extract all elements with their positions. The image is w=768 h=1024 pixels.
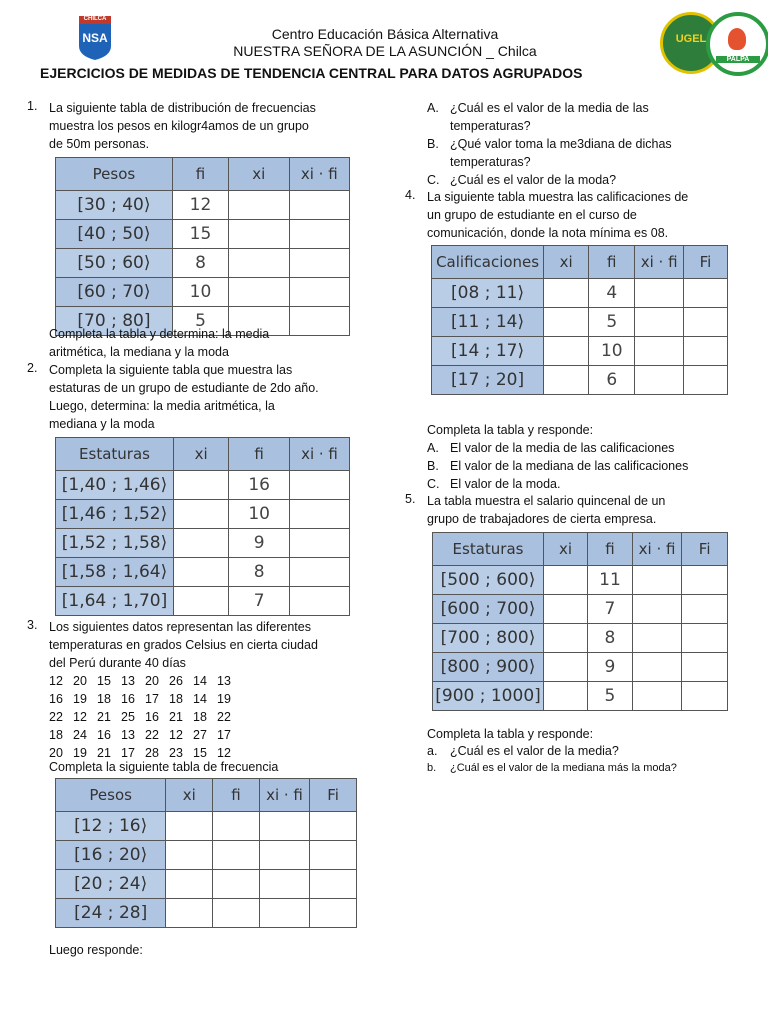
exercise-3-line: del Perú durante 40 días: [49, 656, 186, 670]
table-row: [432, 366, 728, 395]
interval-cell: [70 ; 80]: [56, 307, 173, 336]
col-header: Estaturas: [433, 533, 544, 566]
table-row: [56, 471, 350, 500]
frequency-cell: 5: [589, 308, 635, 337]
exercise-5-number: 5.: [405, 492, 416, 506]
data-value: 16: [97, 728, 111, 742]
table-row: [433, 624, 728, 653]
question-label: B.: [427, 459, 439, 473]
exercise-5-after: Completa la tabla y responde:: [427, 727, 594, 741]
question-label: b.: [427, 762, 437, 774]
empty-cell[interactable]: [683, 337, 727, 366]
empty-cell[interactable]: [632, 624, 681, 653]
col-header: Pesos: [56, 779, 166, 812]
data-value: 15: [193, 746, 207, 760]
empty-cell[interactable]: [259, 870, 310, 899]
question-label: C.: [427, 173, 440, 187]
col-header: fi: [172, 158, 228, 191]
torch-icon: [728, 28, 746, 50]
empty-cell[interactable]: [213, 899, 260, 928]
exercise-2-line: Completa la siguiente tabla que muestra las: [49, 363, 293, 377]
table-row: [56, 899, 357, 928]
exercise-4-after: Completa la tabla y responde:: [427, 423, 594, 437]
frequency-cell: 10: [172, 278, 228, 307]
empty-cell[interactable]: [166, 812, 213, 841]
interval-cell: [08 ; 11⟩: [432, 279, 544, 308]
empty-cell[interactable]: [229, 278, 289, 307]
table-header-row: [56, 438, 350, 471]
empty-cell[interactable]: [174, 529, 229, 558]
exercise-1-table: [55, 157, 350, 336]
data-value: 20: [145, 674, 159, 688]
col-header: fi: [588, 533, 633, 566]
data-value: 12: [49, 674, 63, 688]
table-row: [433, 595, 728, 624]
interval-cell: [24 ; 28]: [56, 899, 166, 928]
empty-cell[interactable]: [310, 899, 357, 928]
question-text: El valor de la mediana de las calificaciones: [450, 459, 689, 473]
empty-cell[interactable]: [289, 191, 349, 220]
question-text: ¿Cuál es el valor de la media?: [450, 744, 619, 758]
exercise-4-table: [431, 245, 728, 395]
exercise-5-line: grupo de trabajadores de cierta empresa.: [427, 512, 657, 526]
frequency-cell: 8: [229, 558, 290, 587]
palpa-seal-text: PALPA: [716, 56, 760, 63]
exercise-1-instructions: [49, 325, 269, 361]
empty-cell[interactable]: [289, 220, 349, 249]
interval-cell: [1,52 ; 1,58⟩: [56, 529, 174, 558]
question-label: A.: [427, 441, 439, 455]
interval-cell: [20 ; 24⟩: [56, 870, 166, 899]
empty-cell[interactable]: [310, 841, 357, 870]
empty-cell[interactable]: [174, 587, 229, 616]
frequency-cell: 11: [588, 566, 633, 595]
interval-cell: [12 ; 16⟩: [56, 812, 166, 841]
frequency-cell: 9: [229, 529, 290, 558]
data-value: 19: [73, 746, 87, 760]
interval-cell: [1,58 ; 1,64⟩: [56, 558, 174, 587]
exercise-4-number: 4.: [405, 188, 416, 202]
nsa-logo-text: NSA: [82, 31, 108, 45]
table-row: [56, 191, 350, 220]
table-header-row: [56, 779, 357, 812]
empty-cell[interactable]: [682, 682, 728, 711]
empty-cell[interactable]: [174, 471, 229, 500]
data-value: 19: [217, 692, 231, 706]
exercise-4-line: comunicación, donde la nota mínima es 08.: [427, 226, 669, 240]
exercise-2-number: 2.: [27, 361, 38, 375]
nsa-logo-top-text: CHILCA: [83, 16, 107, 22]
data-value: 28: [145, 746, 159, 760]
col-header: Estaturas: [56, 438, 174, 471]
empty-cell[interactable]: [166, 841, 213, 870]
empty-cell[interactable]: [683, 308, 727, 337]
exercise-1-line: de 50m personas.: [49, 137, 150, 151]
question-text: ¿Cuál es el valor de la moda?: [450, 173, 617, 187]
data-value: 18: [97, 692, 111, 706]
question-text: El valor de la moda.: [450, 477, 561, 491]
col-header: xi · fi: [635, 246, 684, 279]
question-text: ¿Cuál es el valor de la mediana más la moda?: [450, 762, 677, 774]
exercise-4-line: La siguiente tabla muestra las calificaciones de: [427, 190, 689, 204]
palpa-seal-logo: [706, 12, 768, 76]
interval-cell: [50 ; 60⟩: [56, 249, 173, 278]
col-header: xi · fi: [289, 438, 349, 471]
interval-cell: [1,46 ; 1,52⟩: [56, 500, 174, 529]
data-row: [49, 690, 241, 708]
empty-cell[interactable]: [632, 566, 681, 595]
exercise-2-table: [55, 437, 350, 616]
col-header: fi: [229, 438, 290, 471]
interval-cell: [500 ; 600⟩: [433, 566, 544, 595]
empty-cell[interactable]: [310, 812, 357, 841]
exercise-2-line: estaturas de un grupo de estudiante de 2do año.: [49, 381, 319, 395]
data-value: 19: [73, 692, 87, 706]
col-header: Fi: [310, 779, 357, 812]
col-header: xi: [544, 533, 588, 566]
exercise-5-statement: [427, 492, 665, 528]
interval-cell: [1,40 ; 1,46⟩: [56, 471, 174, 500]
empty-cell[interactable]: [289, 278, 349, 307]
empty-cell[interactable]: [635, 366, 684, 395]
data-row: [49, 708, 241, 726]
page-title: EJERCICIOS DE MEDIDAS DE TENDENCIA CENTRAL PARA DATOS AGRUPADOS: [40, 65, 583, 81]
question-label: A.: [427, 101, 439, 115]
exercise-5-line: La tabla muestra el salario quincenal de un: [427, 494, 666, 508]
interval-cell: [800 ; 900⟩: [433, 653, 544, 682]
exercise-3-table-intro: Completa la siguiente tabla de frecuencia: [49, 760, 279, 774]
exercise-3-table: [55, 778, 357, 928]
data-value: 13: [217, 674, 231, 688]
exercise-3-number: 3.: [27, 618, 38, 632]
data-value: 20: [49, 746, 63, 760]
empty-cell[interactable]: [289, 587, 349, 616]
exercise-2-line: Luego, determina: la media aritmética, la: [49, 399, 275, 413]
col-header: xi · fi: [289, 158, 349, 191]
col-header: Fi: [683, 246, 727, 279]
frequency-cell: 5: [172, 307, 228, 336]
empty-cell[interactable]: [259, 899, 310, 928]
question-line: ¿Qué valor toma la me3diana de dichas: [450, 137, 672, 151]
data-value: 22: [217, 710, 231, 724]
school-type: Centro Educación Básica Alternativa: [271, 26, 499, 42]
interval-cell: [600 ; 700⟩: [433, 595, 544, 624]
interval-cell: [16 ; 20⟩: [56, 841, 166, 870]
table-row: [432, 279, 728, 308]
question-text: El valor de la media de las calificaciones: [450, 441, 675, 455]
question-line: temperaturas?: [450, 155, 531, 169]
interval-cell: [1,64 ; 1,70]: [56, 587, 174, 616]
empty-cell[interactable]: [289, 307, 349, 336]
empty-cell[interactable]: [289, 558, 349, 587]
exercise-3-line: Los siguientes datos representan las diferentes: [49, 620, 311, 634]
frequency-cell: 7: [588, 595, 633, 624]
empty-cell[interactable]: [544, 366, 589, 395]
col-header: fi: [213, 779, 260, 812]
data-value: 26: [169, 674, 183, 688]
data-value: 21: [97, 710, 111, 724]
empty-cell[interactable]: [229, 191, 289, 220]
ugel-seal-text: UGEL: [675, 33, 707, 45]
interval-cell: [700 ; 800⟩: [433, 624, 544, 653]
data-value: 12: [73, 710, 87, 724]
table-header-row: [432, 246, 728, 279]
empty-cell[interactable]: [635, 279, 684, 308]
question-line: temperaturas?: [450, 119, 531, 133]
empty-cell[interactable]: [174, 500, 229, 529]
frequency-cell: 10: [229, 500, 290, 529]
data-value: 24: [73, 728, 87, 742]
exercise-1-after-line: aritmética, la mediana y la moda: [49, 345, 229, 359]
table-row: [56, 278, 350, 307]
data-value: 22: [145, 728, 159, 742]
frequency-cell: 4: [589, 279, 635, 308]
question-label: C.: [427, 477, 440, 491]
question-text: [450, 99, 649, 135]
interval-cell: [17 ; 20]: [432, 366, 544, 395]
col-header: xi: [544, 246, 589, 279]
col-header: xi · fi: [632, 533, 681, 566]
table-header-row: [56, 158, 350, 191]
interval-cell: [14 ; 17⟩: [432, 337, 544, 366]
empty-cell[interactable]: [544, 337, 589, 366]
col-header: fi: [589, 246, 635, 279]
data-value: 21: [97, 746, 111, 760]
exercise-5-table: [432, 532, 728, 711]
empty-cell[interactable]: [166, 870, 213, 899]
data-value: 17: [145, 692, 159, 706]
data-value: 18: [169, 692, 183, 706]
empty-cell[interactable]: [682, 653, 728, 682]
col-header: xi: [166, 779, 213, 812]
empty-cell[interactable]: [289, 249, 349, 278]
empty-cell[interactable]: [544, 279, 589, 308]
table-row: [56, 812, 357, 841]
exercise-1-line: La siguiente tabla de distribución de frecuencias: [49, 101, 316, 115]
col-header: xi: [229, 158, 289, 191]
question-label: B.: [427, 137, 439, 151]
empty-cell[interactable]: [683, 279, 727, 308]
data-value: 14: [193, 674, 207, 688]
table-row: [432, 337, 728, 366]
exercise-3-line: temperaturas en grados Celsius en cierta ciudad: [49, 638, 318, 652]
table-row: [56, 529, 350, 558]
frequency-cell: 12: [172, 191, 228, 220]
table-row: [56, 870, 357, 899]
empty-cell[interactable]: [682, 624, 728, 653]
data-value: 13: [121, 728, 135, 742]
exercise-3-after: Luego responde:: [49, 943, 143, 957]
temperature-data: [49, 672, 241, 762]
data-value: 18: [49, 728, 63, 742]
exercise-4-statement: [427, 188, 688, 242]
table-row: [433, 566, 728, 595]
col-header: xi · fi: [259, 779, 310, 812]
empty-cell[interactable]: [289, 500, 349, 529]
exercise-1-line: muestra los pesos en kilogr4amos de un grupo: [49, 119, 309, 133]
empty-cell[interactable]: [213, 841, 260, 870]
empty-cell[interactable]: [544, 682, 588, 711]
exercise-4-line: un grupo de estudiante en el curso de: [427, 208, 637, 222]
data-value: 16: [145, 710, 159, 724]
school-name: NUESTRA SEÑORA DE LA ASUNCIÓN _ Chilca: [233, 43, 537, 59]
table-row: [432, 308, 728, 337]
frequency-cell: 16: [229, 471, 290, 500]
col-header: xi: [174, 438, 229, 471]
exercise-1-after-line: Completa la tabla y determina: la media: [49, 327, 270, 341]
empty-cell[interactable]: [229, 220, 289, 249]
question-text: [450, 135, 672, 171]
data-value: 15: [97, 674, 111, 688]
empty-cell[interactable]: [166, 899, 213, 928]
data-value: 18: [193, 710, 207, 724]
col-header: Calificaciones: [432, 246, 544, 279]
data-value: 16: [121, 692, 135, 706]
frequency-cell: 9: [588, 653, 633, 682]
empty-cell[interactable]: [544, 595, 588, 624]
interval-cell: [11 ; 14⟩: [432, 308, 544, 337]
empty-cell[interactable]: [635, 308, 684, 337]
empty-cell[interactable]: [289, 471, 349, 500]
empty-cell[interactable]: [544, 566, 588, 595]
interval-cell: [60 ; 70⟩: [56, 278, 173, 307]
data-row: [49, 726, 241, 744]
empty-cell[interactable]: [229, 249, 289, 278]
empty-cell[interactable]: [310, 870, 357, 899]
empty-cell[interactable]: [632, 682, 681, 711]
nsa-logo: [78, 16, 112, 60]
col-header: Fi: [682, 533, 728, 566]
table-row: [56, 249, 350, 278]
empty-cell[interactable]: [544, 624, 588, 653]
empty-cell[interactable]: [213, 812, 260, 841]
data-value: 13: [121, 674, 135, 688]
data-value: 12: [169, 728, 183, 742]
data-value: 21: [169, 710, 183, 724]
table-row: [433, 653, 728, 682]
frequency-cell: 10: [589, 337, 635, 366]
frequency-cell: 7: [229, 587, 290, 616]
empty-cell[interactable]: [635, 337, 684, 366]
data-value: 23: [169, 746, 183, 760]
question-label: a.: [427, 744, 438, 758]
table-row: [56, 587, 350, 616]
frequency-cell: 8: [588, 624, 633, 653]
empty-cell[interactable]: [632, 653, 681, 682]
exercise-2-statement: [49, 361, 319, 433]
table-header-row: [433, 533, 728, 566]
frequency-cell: 8: [172, 249, 228, 278]
interval-cell: [900 ; 1000]: [433, 682, 544, 711]
exercise-1-number: 1.: [27, 99, 38, 113]
empty-cell[interactable]: [259, 841, 310, 870]
empty-cell[interactable]: [544, 653, 588, 682]
data-value: 17: [121, 746, 135, 760]
data-value: 16: [49, 692, 63, 706]
empty-cell[interactable]: [682, 595, 728, 624]
empty-cell[interactable]: [213, 870, 260, 899]
table-row: [56, 220, 350, 249]
col-header: Pesos: [56, 158, 173, 191]
table-row: [56, 841, 357, 870]
exercise-3-statement: [49, 618, 318, 672]
data-value: 27: [193, 728, 207, 742]
exercise-2-line: mediana y la moda: [49, 417, 155, 431]
empty-cell[interactable]: [544, 308, 589, 337]
empty-cell[interactable]: [682, 566, 728, 595]
empty-cell[interactable]: [259, 812, 310, 841]
frequency-cell: 5: [588, 682, 633, 711]
empty-cell[interactable]: [683, 366, 727, 395]
interval-cell: [40 ; 50⟩: [56, 220, 173, 249]
interval-cell: [30 ; 40⟩: [56, 191, 173, 220]
table-row: [56, 500, 350, 529]
exercise-1-statement: [49, 99, 316, 153]
data-value: 25: [121, 710, 135, 724]
data-value: 20: [73, 674, 87, 688]
question-line: ¿Cuál es el valor de la media de las: [450, 101, 649, 115]
frequency-cell: 15: [172, 220, 228, 249]
data-value: 12: [217, 746, 231, 760]
table-row: [56, 558, 350, 587]
empty-cell[interactable]: [174, 558, 229, 587]
data-row: [49, 672, 241, 690]
frequency-cell: 6: [589, 366, 635, 395]
data-value: 22: [49, 710, 63, 724]
data-value: 14: [193, 692, 207, 706]
empty-cell[interactable]: [289, 529, 349, 558]
table-row: [433, 682, 728, 711]
data-value: 17: [217, 728, 231, 742]
empty-cell[interactable]: [632, 595, 681, 624]
